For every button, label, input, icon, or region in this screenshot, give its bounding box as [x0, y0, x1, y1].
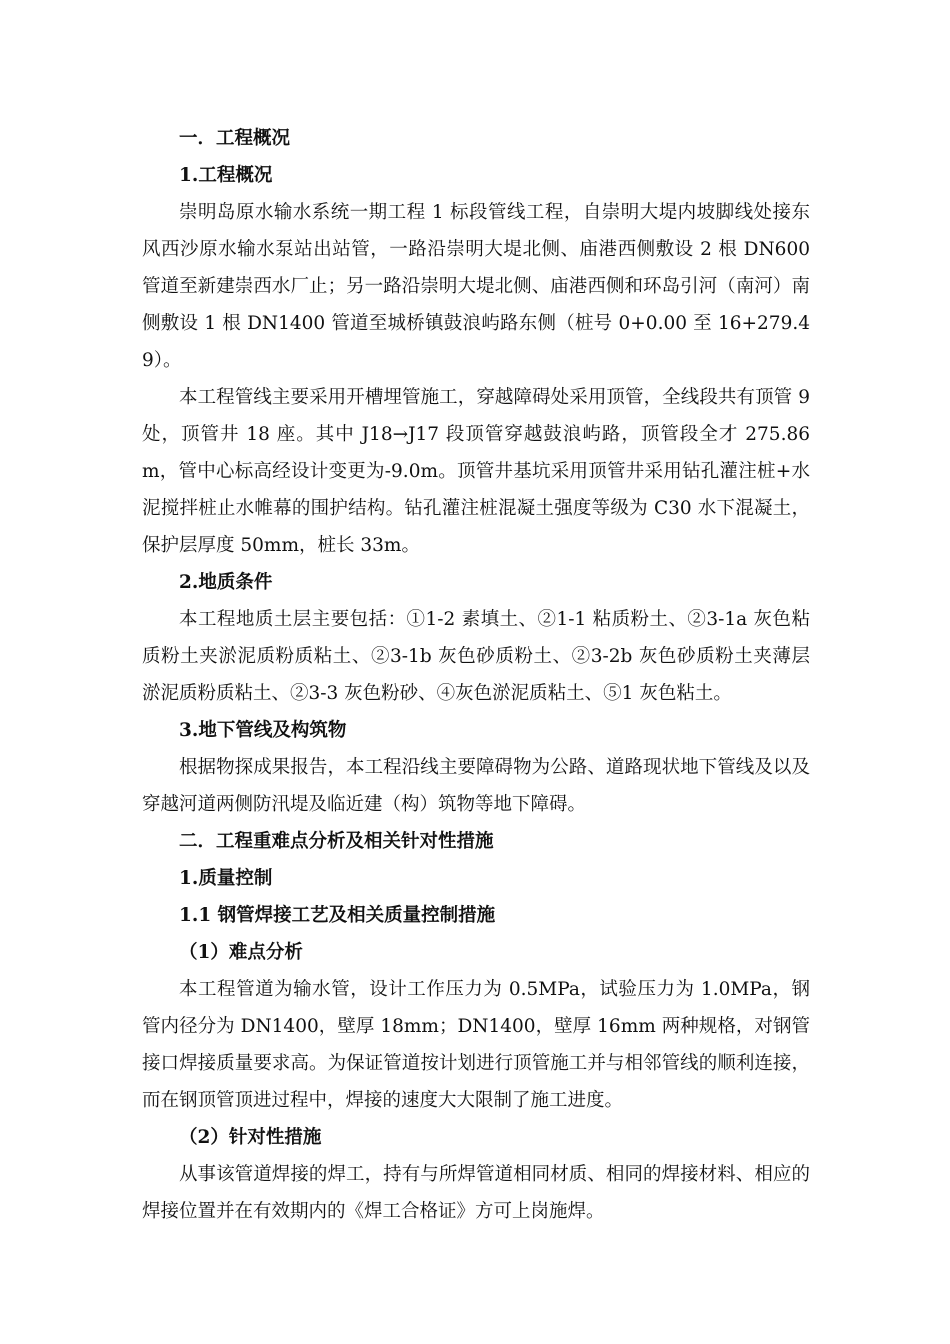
- item-heading-measures: （2）针对性措施: [179, 1127, 322, 1148]
- subsection-heading-geology: 2.地质条件: [179, 572, 273, 593]
- paragraph-project-route: 崇明岛原水输水系统一期工程 1 标段管线工程，自崇明大堤内坡脚线处接东风西沙原水输水泵站出站管，一路沿崇明大堤北侧、庙港西侧敷设 2 根 DN600 管道至新建崇西水厂止；另一路沿崇明大堤北侧、庙港西侧和环岛引河（南河）南侧敷设 1 根 DN1400 管道至城桥镇鼓浪屿路东侧（桩号 0+0.00 至 16+279.49）。: [142, 202, 810, 371]
- document-body: [142, 120, 810, 1230]
- section-heading-1: 一．工程概况: [179, 128, 291, 149]
- item-heading-difficulty: （1）难点分析: [179, 942, 303, 963]
- section-heading-2: 二．工程重难点分析及相关针对性措施: [179, 831, 494, 852]
- subsection-heading-project-overview: 1.工程概况: [179, 165, 273, 186]
- subsection-heading-underground-lines: 3.地下管线及构筑物: [179, 720, 347, 741]
- paragraph-obstacles: 根据物探成果报告，本工程沿线主要障碍物为公路、道路现状地下管线及以及穿越河道两侧防汛堤及临近建（构）筑物等地下障碍。: [142, 757, 810, 815]
- subsection-heading-welding: 1.1 钢管焊接工艺及相关质量控制措施: [179, 905, 496, 926]
- paragraph-pipe-jacking: 本工程管线主要采用开槽埋管施工，穿越障碍处采用顶管，全线段共有顶管 9 处，顶管井 18 座。其中 J18→J17 段顶管穿越鼓浪屿路，顶管段全才 275.86m，管中心标高经设计变更为-9.0m。顶管井基坑采用顶管井采用钻孔灌注桩+水泥搅拌桩止水帷幕的围护结构。钻孔灌注桩混凝土强度等级为 C30 水下混凝土，保护层厚度 50mm，桩长 33m。: [142, 387, 810, 556]
- paragraph-measures: 从事该管道焊接的焊工，持有与所焊管道相同材质、相同的焊接材料、相应的焊接位置并在有效期内的《焊工合格证》方可上岗施焊。: [142, 1164, 810, 1222]
- subsection-heading-quality-control: 1.质量控制: [179, 868, 273, 889]
- paragraph-soil-layers: 本工程地质土层主要包括：①1-2 素填土、②1-1 粘质粉土、②3-1a 灰色粘质粉土夹淤泥质粉质粘土、②3-1b 灰色砂质粉土、②3-2b 灰色砂质粉土夹薄层淤泥质粉质粘土、②3-3 灰色粉砂、④灰色淤泥质粘土、⑤1 灰色粘土。: [142, 609, 810, 704]
- paragraph-difficulty: 本工程管道为输水管，设计工作压力为 0.5MPa，试验压力为 1.0MPa，钢管内径分为 DN1400，壁厚 18mm；DN1400，壁厚 16mm 两种规格，对钢管接口焊接质量要求高。为保证管道按计划进行顶管施工并与相邻管线的顺利连接，而在钢顶管顶进过程中，焊接的速度大大限制了施工进度。: [142, 979, 810, 1111]
